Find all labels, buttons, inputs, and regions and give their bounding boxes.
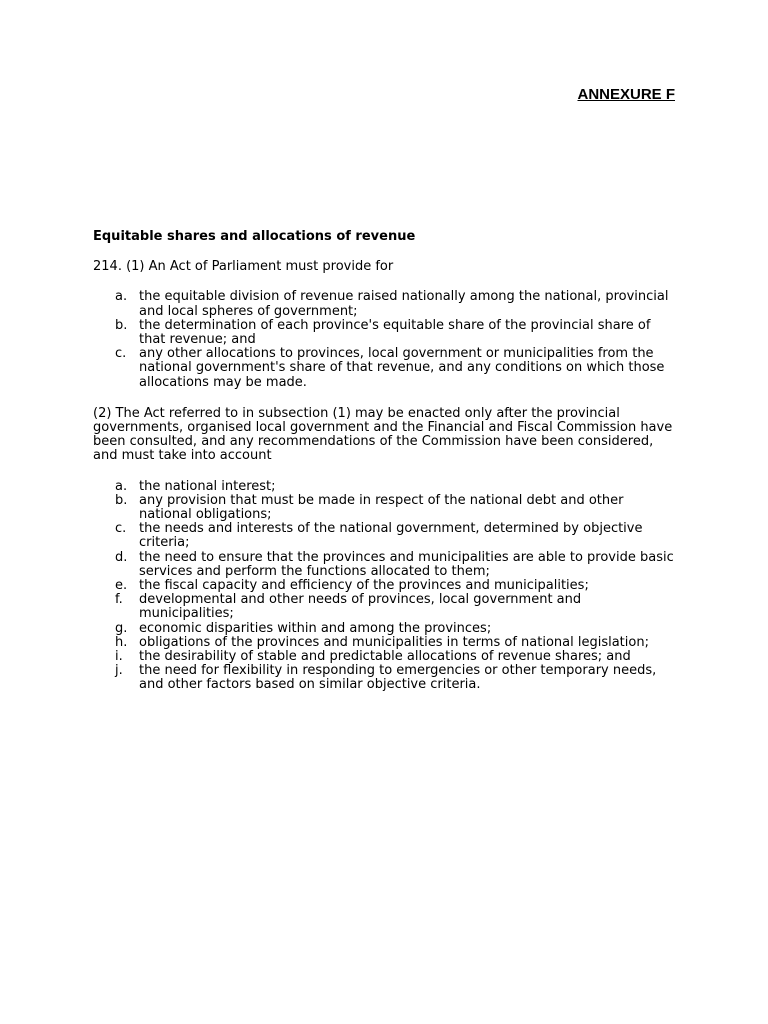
section-heading: Equitable shares and allocations of revenue xyxy=(93,229,416,244)
list-item-text: obligations of the provinces and municipalities in terms of national legislation; xyxy=(139,634,649,650)
list-item-text: the need to ensure that the provinces and municipalities are able to provide basic services and perform the functions allocated to them; xyxy=(139,549,674,579)
list-item xyxy=(93,579,677,593)
list-item xyxy=(93,664,677,692)
list-marker: d. xyxy=(115,549,128,565)
list-item-text: the fiscal capacity and efficiency of the provinces and municipalities; xyxy=(139,578,589,594)
list-item xyxy=(93,480,677,494)
list-marker: a. xyxy=(115,289,128,305)
list-item xyxy=(93,494,677,522)
list-item xyxy=(93,622,677,636)
list-item-text: developmental and other needs of provinces, local government and municipalities; xyxy=(139,592,582,622)
list-item xyxy=(93,347,677,390)
list-marker: b. xyxy=(115,492,128,508)
subsection-2-paragraph: (2) The Act referred to in subsection (1) may be enacted only after the provincial governments, organised local government and the Financial and Fiscal Commission have been consulted, and any recommendations of the Commission have been considered, and must take into account xyxy=(93,405,673,464)
list-item-text: the needs and interests of the national government, determined by objective criteria; xyxy=(139,521,643,551)
list-item-text: the desirability of stable and predictable allocations of revenue shares; and xyxy=(139,649,631,665)
list-item-text: the national interest; xyxy=(139,478,276,494)
list-marker: b. xyxy=(115,317,128,333)
list-marker: a. xyxy=(115,478,128,494)
list-item-text: the equitable division of revenue raised nationally among the national, provincial and local spheres of government; xyxy=(139,289,669,319)
list-marker: f. xyxy=(115,592,123,608)
list-item-text: the determination of each province's equitable share of the provincial share of that revenue; and xyxy=(139,317,651,348)
annexure-label: ANNEXURE F xyxy=(577,86,675,103)
list-item xyxy=(93,522,677,550)
list-item-text: the need for flexibility in responding to emergencies or other temporary needs, and other factors based on similar objective criteria. xyxy=(139,663,657,693)
list-item-text: any other allocations to provinces, local government or municipalities from the national government's share of that revenue, and any conditions on which those allocations may be made. xyxy=(139,346,665,390)
list-marker: c. xyxy=(115,346,127,362)
intro-paragraph: 214. (1) An Act of Parliament must provide for xyxy=(93,259,394,275)
list-item xyxy=(93,551,677,579)
provision-list-2 xyxy=(93,480,677,693)
list-item xyxy=(93,650,677,664)
list-marker: e. xyxy=(115,578,128,594)
list-marker: c. xyxy=(115,521,127,537)
list-marker: h. xyxy=(115,634,128,650)
list-marker: j. xyxy=(115,663,123,679)
list-item xyxy=(93,593,677,621)
list-item xyxy=(93,290,677,318)
list-item-text: any provision that must be made in respect of the national debt and other national obligations; xyxy=(139,492,624,523)
list-marker: i. xyxy=(115,649,123,665)
list-marker: g. xyxy=(115,620,128,636)
list-item xyxy=(93,636,677,650)
list-item-text: economic disparities within and among the provinces; xyxy=(139,620,492,636)
list-item xyxy=(93,319,677,347)
document-body xyxy=(93,230,677,710)
provision-list-1 xyxy=(93,290,677,389)
